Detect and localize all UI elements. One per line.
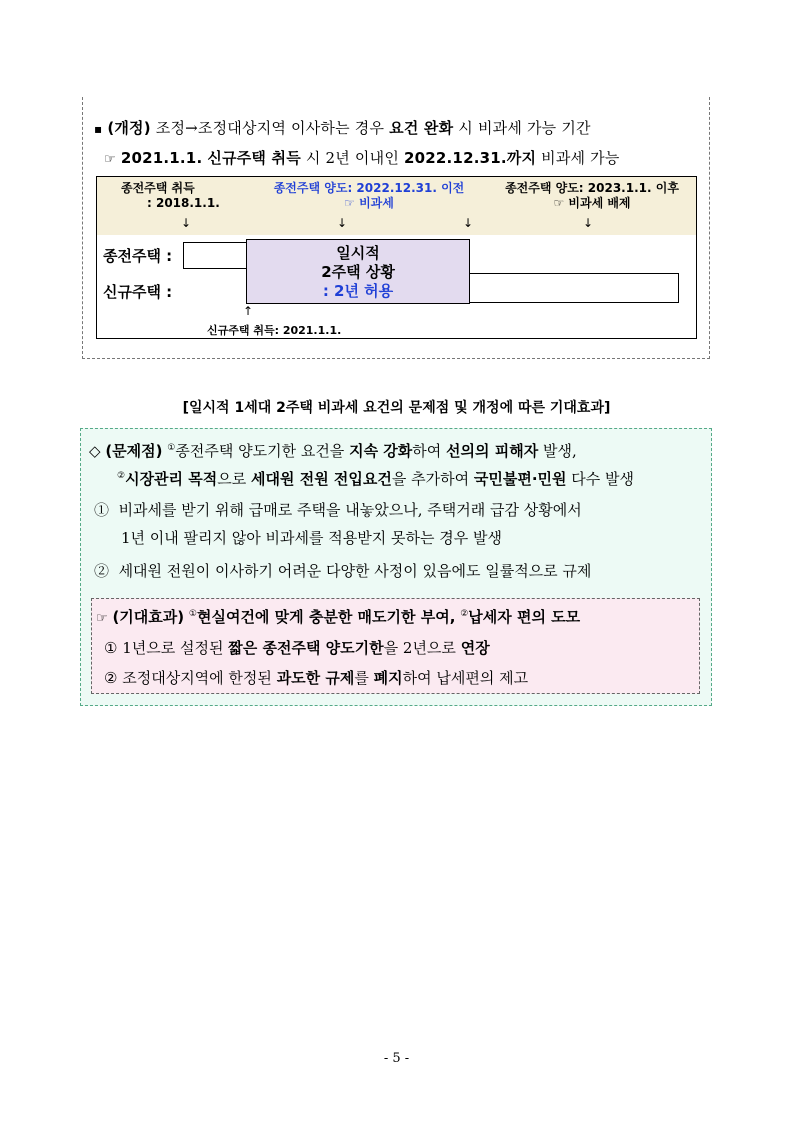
up-arrow-icon: ↑ <box>243 304 254 318</box>
row-label-new-house: 신규주택 : <box>103 283 173 301</box>
diamond-icon: ◇ <box>89 442 101 460</box>
problem-item-2: ② 세대원 전원이 이사하기 어려운 다양한 사정이 있음에도 일률적으로 규제 <box>94 562 592 580</box>
down-arrow-icon: ↓ <box>463 216 474 230</box>
previous-house-bar <box>183 242 247 269</box>
row-label-previous-house: 종전주택 : <box>103 247 173 265</box>
bullet-icon: ▪ <box>94 122 103 136</box>
down-arrow-icon: ↓ <box>181 216 192 230</box>
col-sale-before: 종전주택 양도: 2022.12.31. 이전 ☞ 비과세 <box>273 181 465 210</box>
timeline-header <box>97 177 696 235</box>
new-house-bar <box>469 273 679 303</box>
new-house-acquisition-note: 신규주택 취득: 2021.1.1. <box>207 324 342 337</box>
section-caption: [일시적 1세대 2주택 비과세 요건의 문제점 및 개정에 따른 기대효과] <box>182 400 611 416</box>
problem-line-1: ◇ (문제점) ①종전주택 양도기한 요건을 지속 강화하여 선의의 피해자 발생, <box>89 442 577 460</box>
revision-line-1: ▪ (개정) 조정→조정대상지역 이사하는 경우 요건 완화 시 비과세 가능 기간 <box>94 119 591 137</box>
effect-item-1: ① 1년으로 설정된 짧은 종전주택 양도기한을 2년으로 연장 <box>104 639 490 657</box>
page-number: - 5 - <box>383 1051 410 1066</box>
col-previous-acquisition: 종전주택 취득 : 2018.1.1. <box>121 181 220 210</box>
down-arrow-icon: ↓ <box>337 216 348 230</box>
down-arrow-icon: ↓ <box>583 216 594 230</box>
problem-line-2: ②시장관리 목적으로 세대원 전원 전입요건을 추가하여 국민불편·민원 다수 발생 <box>117 470 635 488</box>
pointing-hand-icon: ☞ <box>96 611 108 626</box>
effect-line: ☞ (기대효과) ①현실여건에 맞게 충분한 매도기한 부여, ②납세자 편의 도모 <box>96 608 581 626</box>
revision-line-2: ☞ 2021.1.1. 신규주택 취득 시 2년 이내인 2022.12.31.까지 비과세 가능 <box>104 149 620 167</box>
problem-item-1: ① 비과세를 받기 위해 급매로 주택을 내놓았으나, 주택거래 급감 상황에서 <box>94 501 582 519</box>
problem-item-1-cont: 1년 이내 팔리지 않아 비과세를 적용받지 못하는 경우 발생 <box>121 529 502 547</box>
pointing-hand-icon: ☞ <box>104 152 116 167</box>
effect-item-2: ② 조정대상지역에 한정된 과도한 규제를 폐지하여 납세편의 제고 <box>104 669 529 687</box>
temporary-two-house-box: 일시적 2주택 상황 : 2년 허용 <box>246 239 470 304</box>
timeline-diagram <box>96 176 697 339</box>
col-sale-after: 종전주택 양도: 2023.1.1. 이후 ☞ 비과세 배제 <box>505 181 679 210</box>
revision-tag: (개정) <box>107 119 151 137</box>
